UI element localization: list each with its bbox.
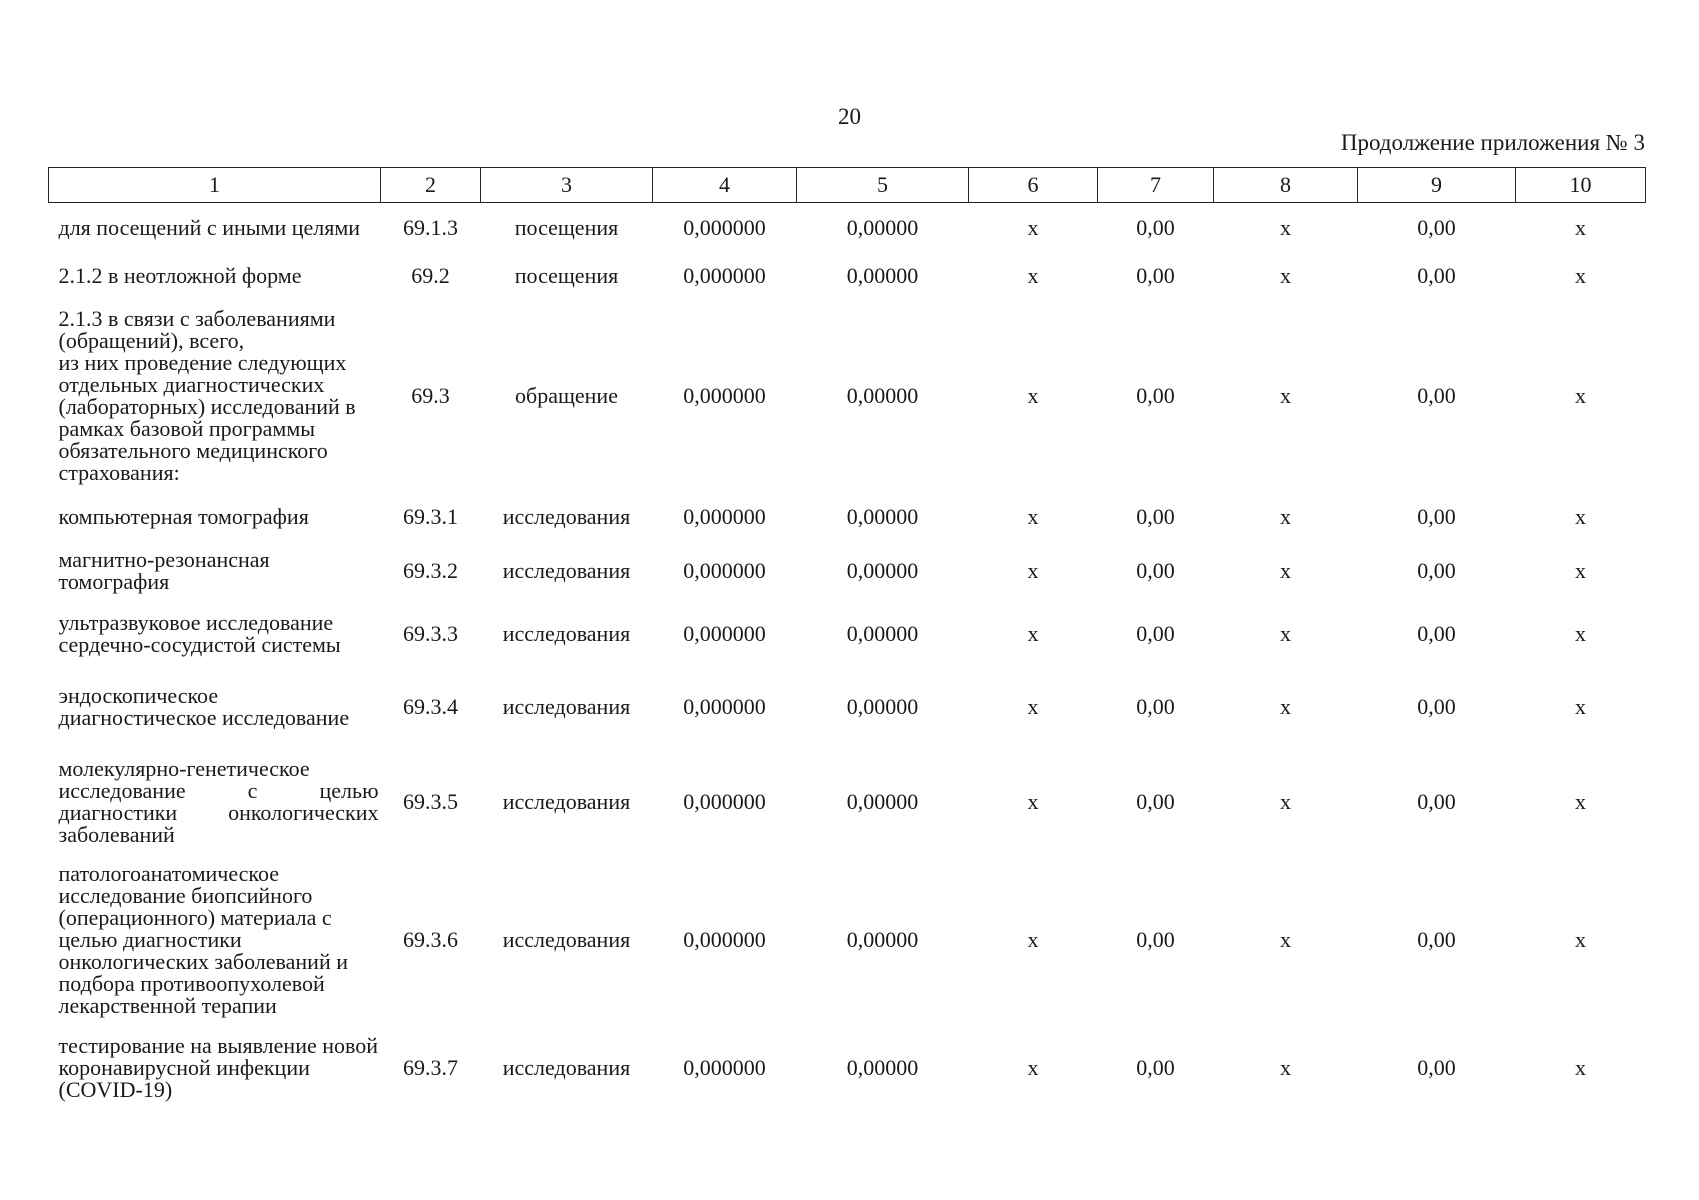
row-value: 0,00000 bbox=[846, 693, 919, 719]
row-value: х bbox=[1280, 788, 1291, 814]
row-value: 0,00000 bbox=[846, 382, 919, 408]
row-unit: исследования bbox=[502, 503, 631, 529]
page-number: 20 bbox=[838, 104, 861, 129]
row-value: х bbox=[1280, 1054, 1291, 1080]
column-header: 4 bbox=[653, 168, 797, 203]
row-value: 0,00000 bbox=[846, 788, 919, 814]
row-value: 0,00000 bbox=[846, 557, 919, 583]
row-code: 69.2 bbox=[411, 262, 450, 288]
row-value: 0,00 bbox=[1136, 693, 1175, 719]
row-value: х bbox=[1280, 557, 1291, 583]
row-value: х bbox=[1027, 382, 1039, 408]
row-value: х bbox=[1027, 557, 1039, 583]
row-value: 0,00 bbox=[1136, 926, 1175, 952]
row-name-main: 2.1.3 в связи с заболеваниями (обращений), всего, bbox=[58, 305, 336, 353]
row-code: 69.3.2 bbox=[403, 557, 458, 583]
row-value: 0,00 bbox=[1136, 503, 1175, 529]
row-code: 69.3 bbox=[411, 382, 450, 408]
table-row bbox=[49, 493, 1646, 541]
row-name: эндоскопическое диагностическое исследование bbox=[58, 682, 350, 730]
column-header: 10 bbox=[1516, 168, 1646, 203]
table-row bbox=[49, 253, 1646, 299]
row-unit: исследования bbox=[502, 693, 631, 719]
row-value: 0,000000 bbox=[683, 382, 766, 408]
row-value: х bbox=[1027, 503, 1039, 529]
row-value: 0,000000 bbox=[683, 926, 766, 952]
row-unit: исследования bbox=[502, 620, 631, 646]
column-header: 3 bbox=[481, 168, 653, 203]
row-value: 0,000000 bbox=[683, 620, 766, 646]
row-value: 0,00 bbox=[1417, 926, 1456, 952]
table-row bbox=[49, 857, 1646, 1023]
row-value: 0,00 bbox=[1417, 503, 1456, 529]
row-value: х bbox=[1280, 382, 1291, 408]
row-value: 0,00 bbox=[1136, 1054, 1175, 1080]
row-code: 69.3.4 bbox=[403, 693, 458, 719]
column-header: 7 bbox=[1098, 168, 1214, 203]
continuation-label: Продолжение приложения № 3 bbox=[1340, 130, 1645, 155]
row-name: патологоанатомическое исследование биопсийного (операционного) материала с целью диагностики онкологических заболеваний и подбора противоопухолевой лекарственной терапии bbox=[58, 860, 348, 1018]
row-value: х bbox=[1027, 620, 1039, 646]
table-row bbox=[49, 601, 1646, 667]
column-header: 5 bbox=[797, 168, 969, 203]
table-row bbox=[49, 667, 1646, 747]
row-value: 0,000000 bbox=[683, 262, 766, 288]
header-row bbox=[49, 168, 1646, 203]
row-name: компьютерная томография bbox=[58, 503, 309, 529]
table-row bbox=[49, 299, 1646, 493]
row-value: 0,00000 bbox=[846, 262, 919, 288]
row-value: 0,00000 bbox=[846, 926, 919, 952]
table-row bbox=[49, 541, 1646, 601]
row-value: 0,00 bbox=[1136, 788, 1175, 814]
column-header: 1 bbox=[49, 168, 381, 203]
row-value: 0,00 bbox=[1136, 620, 1175, 646]
row-value: х bbox=[1027, 926, 1039, 952]
row-value: х bbox=[1575, 503, 1586, 529]
row-name-extra: из них проведение следующих отдельных диагностических (лабораторных) исследований в рамках базовой программы обязательного медицинского страхования: bbox=[58, 349, 356, 485]
row-value: 0,000000 bbox=[683, 503, 766, 529]
row-code: 69.3.1 bbox=[403, 503, 458, 529]
table-row bbox=[49, 1023, 1646, 1113]
row-value: 0,00 bbox=[1417, 1054, 1456, 1080]
row-value: х bbox=[1280, 620, 1291, 646]
row-value: 0,000000 bbox=[683, 557, 766, 583]
row-value: х bbox=[1575, 214, 1586, 240]
row-value: 0,00 bbox=[1136, 214, 1175, 240]
row-value: х bbox=[1575, 926, 1586, 952]
row-value: х bbox=[1280, 262, 1291, 288]
row-value: 0,00000 bbox=[846, 503, 919, 529]
row-value: 0,000000 bbox=[683, 1054, 766, 1080]
row-value: х bbox=[1280, 503, 1291, 529]
row-unit: исследования bbox=[502, 557, 631, 583]
row-value: 0,00000 bbox=[846, 214, 919, 240]
row-value: х bbox=[1280, 693, 1291, 719]
row-value: х bbox=[1027, 1054, 1039, 1080]
row-value: х bbox=[1280, 926, 1291, 952]
row-value: х bbox=[1575, 262, 1586, 288]
row-code: 69.1.3 bbox=[403, 214, 458, 240]
row-value: х bbox=[1575, 620, 1586, 646]
row-value: 0,000000 bbox=[683, 788, 766, 814]
row-name: молекулярно-генетическое исследование с целью диагностики онкологических заболеваний bbox=[58, 755, 379, 847]
column-header: 2 bbox=[381, 168, 481, 203]
row-value: 0,00000 bbox=[846, 620, 919, 646]
row-value: х bbox=[1027, 693, 1039, 719]
row-value: 0,00 bbox=[1417, 620, 1456, 646]
row-value: х bbox=[1575, 382, 1586, 408]
row-value: х bbox=[1575, 557, 1586, 583]
row-unit: исследования bbox=[502, 1054, 631, 1080]
row-value: 0,00 bbox=[1136, 557, 1175, 583]
row-value: х bbox=[1575, 693, 1586, 719]
row-name bbox=[49, 299, 381, 493]
row-name: для посещений с иными целями bbox=[58, 214, 361, 240]
row-unit: исследования bbox=[502, 926, 631, 952]
data-table bbox=[48, 167, 1646, 1113]
row-value: х bbox=[1027, 262, 1039, 288]
row-value: 0,00 bbox=[1136, 262, 1175, 288]
row-value: 0,00000 bbox=[846, 1054, 919, 1080]
row-value: 0,00 bbox=[1417, 693, 1456, 719]
row-value: 0,000000 bbox=[683, 693, 766, 719]
row-value: 0,00 bbox=[1417, 557, 1456, 583]
row-name: магнитно-резонансная томография bbox=[58, 546, 270, 594]
row-value: х bbox=[1575, 788, 1586, 814]
row-value: х bbox=[1575, 1054, 1586, 1080]
row-value: х bbox=[1027, 214, 1039, 240]
row-unit: посещения bbox=[514, 214, 619, 240]
row-value: х bbox=[1027, 788, 1039, 814]
row-code: 69.3.6 bbox=[403, 926, 458, 952]
row-unit: посещения bbox=[514, 262, 619, 288]
row-value: 0,00 bbox=[1417, 788, 1456, 814]
row-code: 69.3.7 bbox=[403, 1054, 458, 1080]
row-unit: обращение bbox=[515, 382, 618, 408]
column-header: 8 bbox=[1214, 168, 1358, 203]
column-header: 6 bbox=[969, 168, 1098, 203]
row-code: 69.3.3 bbox=[403, 620, 458, 646]
row-value: 0,00 bbox=[1417, 262, 1456, 288]
row-code: 69.3.5 bbox=[403, 788, 458, 814]
row-name: ультразвуковое исследование сердечно-сосудистой системы bbox=[58, 609, 341, 657]
table-row bbox=[49, 747, 1646, 857]
table-row bbox=[49, 203, 1646, 253]
row-name: 2.1.2 в неотложной форме bbox=[58, 262, 302, 288]
row-value: х bbox=[1280, 214, 1291, 240]
row-unit: исследования bbox=[502, 788, 631, 814]
row-value: 0,000000 bbox=[683, 214, 766, 240]
row-value: 0,00 bbox=[1417, 214, 1456, 240]
row-value: 0,00 bbox=[1136, 382, 1175, 408]
row-value: 0,00 bbox=[1417, 382, 1456, 408]
row-name: тестирование на выявление новой коронавирусной инфекции (COVID-19) bbox=[58, 1032, 379, 1102]
column-header: 9 bbox=[1358, 168, 1516, 203]
